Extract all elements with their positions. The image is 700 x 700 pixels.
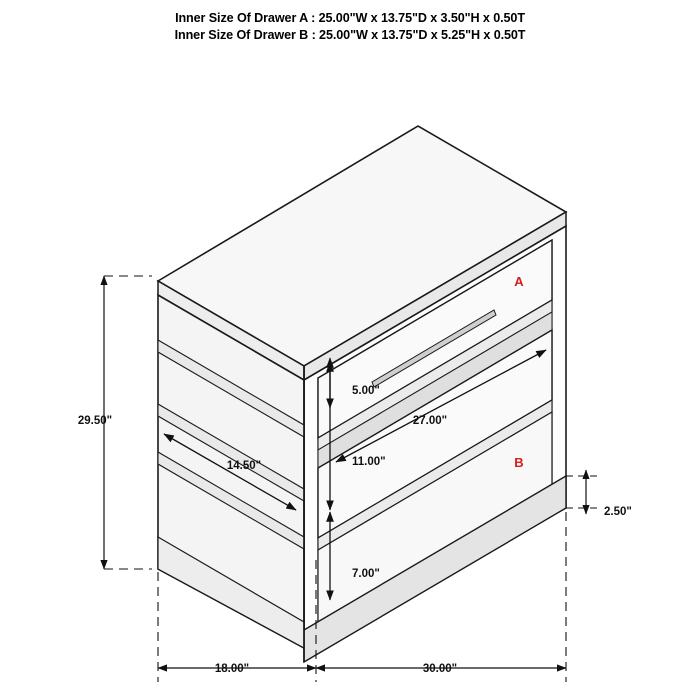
label-opening-lower: 7.00": [352, 568, 380, 580]
label-depth-side: 14.50": [226, 460, 262, 472]
label-opening-upper: 5.00": [352, 385, 380, 397]
label-base-height: 2.50": [604, 506, 632, 518]
label-mid-height: 11.00": [352, 456, 386, 468]
label-depth-base: 18.00": [214, 663, 250, 675]
label-width-front: 27.00": [412, 415, 448, 427]
label-width-base: 30.00": [422, 663, 458, 675]
label-total-height: 29.50": [77, 415, 113, 427]
label-drawer-a: A: [514, 274, 524, 289]
drawer-a-spec-line: Inner Size Of Drawer A : 25.00"W x 13.75"D x 3.50"H x 0.50T: [175, 11, 525, 25]
drawer-b-spec-line: Inner Size Of Drawer B : 25.00"W x 13.75"D x 5.25"H x 0.50T: [174, 28, 526, 42]
label-drawer-b: B: [514, 455, 524, 470]
